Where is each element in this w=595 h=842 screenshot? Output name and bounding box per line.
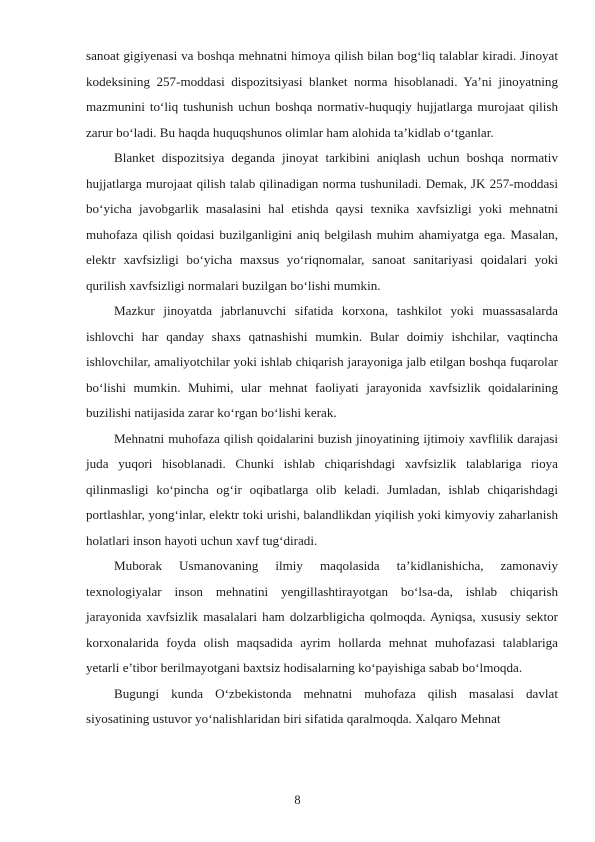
paragraph-blanket-disposition: Blanket dispozitsiya deganda jinoyat tarkibini aniqlash uchun boshqa normativ hujjatlarga murojaat qilish talab qilinadigan norma tushuniladi. Demak, JK 257-moddasi bo‘yicha javobgarlik masalasini hal etishda qaysi texnika xavfsizligi yoki mehnatni muhofaza qilish qoidasi buzilganligini aniq belgilash muhim ahamiyatga ega. Masalan, elektr xavfsizligi bo‘yicha maxsus yo‘riqnomalar, sanoat sanitariyasi qoidalari yoki qurilish xavfsizligi normalari buzilgan bo‘lishi mumkin. xyxy=(86,150,558,293)
paragraph-social-danger: Mehnatni muhofaza qilish qoidalarini buzish jinoyatining ijtimoiy xavflilik darajasi juda yuqori hisoblanadi. Chunki ishlab chiqarishdagi xavfsizlik talablariga rioya qilinmasligi ko‘pincha og‘ir oqibatlarga olib keladi. Jumladan, ishlab chiqarishdagi portlashlar, yong‘inlar, elektr toki urishi, balandlikdan yiqilish yoki kimyoviy zaharlanish holatlari inson hayoti uchun xavf tug‘diradi. xyxy=(86,430,558,548)
document-body xyxy=(86,43,558,732)
paragraph-uzbekistan-policy: Bugungi kunda O‘zbekistonda mehnatni muhofaza qilish masalasi davlat siyosatining ustuvor yo‘nalishlaridan biri sifatida qaralmoqda. Xalqaro Mehnat xyxy=(86,685,558,726)
paragraph-usmanova: Muborak Usmanovaning ilmiy maqolasida ta’kidlanishicha, zamonaviy texnologiyalar inson mehnatini yengillashtirayotgan bo‘lsa-da, ishlab chiqarish jarayonida xavfsizlik masalalari ham dolzarbligicha qolmoqda. Ayniqsa, xususiy sektor korxonalarida foyda olish maqsadida ayrim hollarda mehnat muhofazasi talablariga yetarli e’tibor berilmayotgani baxtsiz hodisalarning ko‘payishiga sabab bo‘lmoqda. xyxy=(86,558,558,675)
page-number: 8 xyxy=(294,793,301,807)
paragraph-continuation: sanoat gigiyenasi va boshqa mehnatni himoya qilish bilan bog‘liq talablar kiradi. Jinoyat kodeksining 257-moddasi dispozitsiyasi blanket norma hisoblanadi. Ya’ni jinoyatning mazmunini to‘liq tushunish uchun boshqa normativ-huquqiy hujjatlarga murojaat qilish zarur bo‘ladi. Bu haqda huquqshunos olimlar ham alohida ta’kidlab o‘tganlar. xyxy=(86,48,558,140)
paragraph-victim: Mazkur jinoyatda jabrlanuvchi sifatida korxona, tashkilot yoki muassasalarda ishlovchi har qanday shaxs qatnashishi mumkin. Bular doimiy ishchilar, vaqtincha ishlovchilar, amaliyotchilar yoki ishlab chiqarish jarayoniga jalb etilgan boshqa fuqarolar bo‘lishi mumkin. Muhimi, ular mehnat faoliyati jarayonida xavfsizlik qoidalarining buzilishi natijasida zarar ko‘rgan bo‘lishi kerak. xyxy=(86,303,558,420)
